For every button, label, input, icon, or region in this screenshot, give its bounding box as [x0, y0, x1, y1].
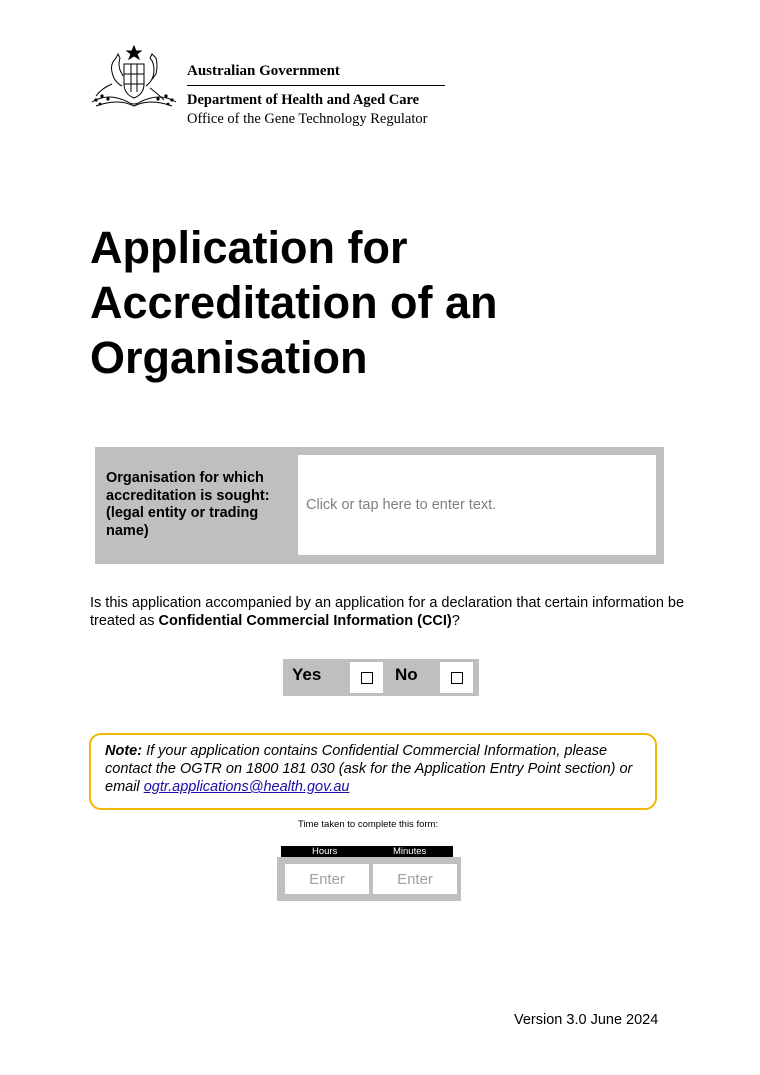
no-label: No: [395, 665, 418, 684]
yes-label: Yes: [292, 665, 322, 684]
hours-label: Hours: [312, 846, 338, 857]
minutes-input[interactable]: Enter: [373, 864, 457, 894]
yes-checkbox[interactable]: [350, 662, 383, 693]
cci-question-text: Is this application accompanied by an application for a declaration that certain information be treated as: [90, 595, 685, 629]
cci-note: [89, 733, 657, 810]
organisation-input[interactable]: Click or tap here to enter text.: [298, 455, 656, 555]
note-label: Note:: [105, 743, 143, 759]
time-header: [281, 846, 453, 857]
no-checkbox[interactable]: [440, 662, 473, 693]
version-text: Version 3.0 June 2024: [514, 1012, 659, 1028]
header-divider: [187, 85, 445, 86]
yes-checkbox-box[interactable]: [361, 672, 373, 684]
cci-question-end: ?: [451, 613, 460, 629]
commonwealth-coat-of-arms-icon: [88, 44, 180, 110]
minutes-label: Minutes: [393, 846, 427, 857]
hours-input[interactable]: Enter: [285, 864, 369, 894]
time-caption: Time taken to complete this form:: [298, 819, 439, 830]
government-name: Australian Government: [187, 63, 340, 79]
cci-question-bold: Confidential Commercial Information (CCI): [158, 613, 452, 629]
ogtr-email-link[interactable]: ogtr.applications@health.gov.au: [143, 779, 350, 795]
cci-question: [90, 594, 690, 630]
no-checkbox-box[interactable]: [451, 672, 463, 684]
department-name: Department of Health and Aged Care: [187, 92, 420, 108]
page-title: Application for Accreditation of an Organisation: [90, 222, 498, 383]
office-name: Office of the Gene Technology Regulator: [187, 111, 428, 127]
organisation-label: Organisation for which accreditation is sought: (legal entity or trading name): [106, 470, 270, 539]
note-text: If your application contains Confidential Commercial Information, please contact the OGTR on 1800 181 030 (ask for the Application Entry Point section) or email: [105, 743, 633, 795]
